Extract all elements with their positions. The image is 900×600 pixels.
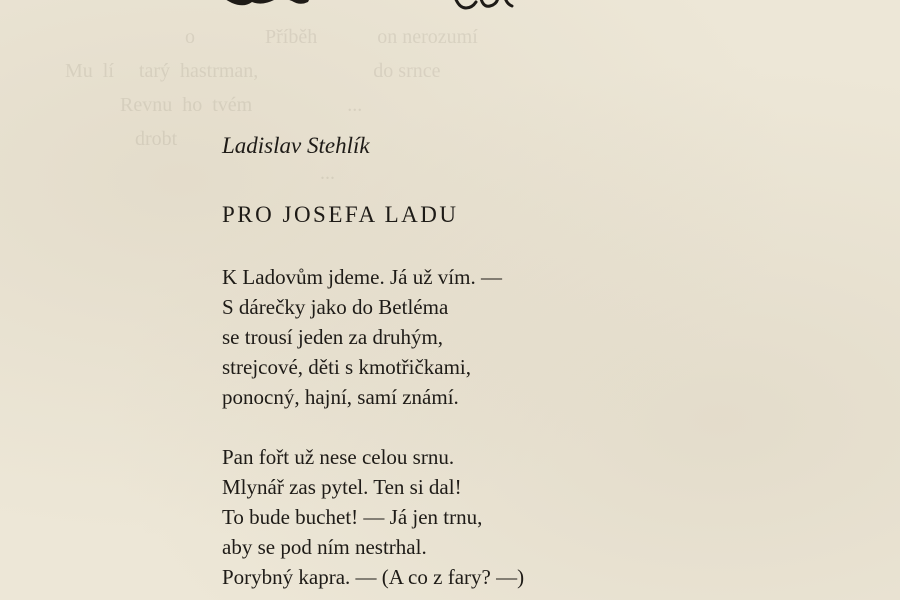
poem-stanza-2	[222, 442, 524, 592]
poem-line: se trousí jeden za druhým,	[222, 325, 444, 349]
poem-line: Porybný kapra. — (A co z fary? —)	[222, 565, 525, 589]
poem-stanza-1	[222, 262, 502, 412]
illustration-fragment	[222, 0, 522, 18]
poem-line: S dárečky jako do Betléma	[222, 295, 449, 319]
poem-line: strejcové, děti s kmotřičkami,	[222, 355, 472, 379]
poem-line: ponocný, hajní, samí známí.	[222, 385, 459, 409]
poem-line: To bude buchet! — Já jen trnu,	[222, 505, 483, 529]
poem-title: PRO JOSEFA LADU	[222, 202, 459, 227]
poem-line: K Ladovům jdeme. Já už vím. —	[222, 265, 502, 289]
poem-line: Mlynář zas pytel. Ten si dal!	[222, 475, 462, 499]
bleed-through-text: o Příběh on nerozumí Mu lí tarý hastrman, do srnce Revnu ho tvém ... drobt ... ...	[65, 26, 478, 184]
poem-author: Ladislav Stehlík	[222, 133, 370, 158]
poem-line: Pan fořt už nese celou srnu.	[222, 445, 455, 469]
poem-line: aby se pod ním nestrhal.	[222, 535, 427, 559]
